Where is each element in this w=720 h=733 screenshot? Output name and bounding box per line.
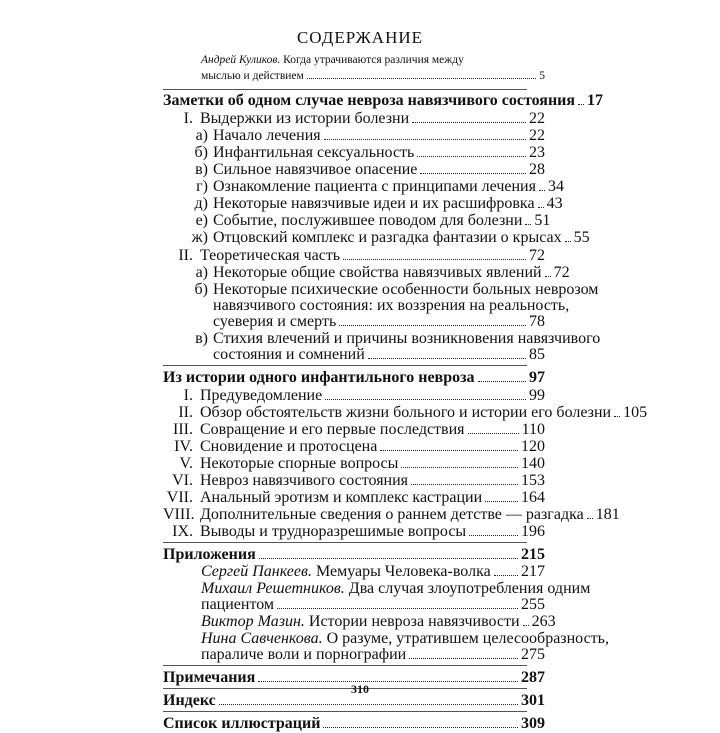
- entry-page: 51: [534, 212, 551, 229]
- entry-title: Ознакомление пациента с принципами лечения: [213, 178, 536, 195]
- dot-leader: [539, 190, 545, 191]
- entry-page: 217: [521, 563, 545, 580]
- entry-title: Некоторые спорные вопросы: [200, 455, 399, 472]
- toc-entry: [213, 346, 545, 364]
- dot-leader: [420, 173, 526, 174]
- dot-leader: [478, 381, 526, 382]
- entry-title-line1: Два случая злоупотребления одним: [344, 580, 591, 597]
- entry-title: Мемуары Человека-волка: [311, 563, 491, 580]
- entry-title: Предуведомление: [200, 387, 323, 404]
- entry-title: Начало лечения: [213, 127, 321, 144]
- entry-label: [201, 613, 520, 631]
- dot-leader: [401, 467, 518, 468]
- entry-page: 85: [529, 346, 545, 363]
- page-heading: СОДЕРЖАНИЕ: [296, 28, 424, 47]
- entry-number: б): [194, 281, 208, 298]
- toc-entry: [200, 247, 545, 265]
- entry-number: ж): [191, 229, 208, 246]
- entry-line: [201, 54, 464, 66]
- dot-leader: [469, 535, 518, 536]
- entry-number: г): [196, 178, 208, 195]
- dot-leader: [409, 658, 518, 659]
- toc-entry: [200, 438, 545, 456]
- dot-leader: [325, 399, 526, 400]
- dot-leader: [468, 433, 519, 434]
- entry-page: 120: [521, 438, 545, 455]
- toc-entry-pankeev: [201, 563, 545, 581]
- entry-title: Примечания: [163, 669, 256, 686]
- entry-line-lead: [201, 70, 545, 82]
- toc-section-rat-man: [163, 92, 604, 110]
- entry-page: 153: [521, 472, 545, 489]
- entry-title-line1: Стихия влечений и причины возникновения навязчивого: [213, 330, 601, 347]
- entry-page: 263: [531, 613, 556, 630]
- entry-title: Сновидение и протосцена: [200, 438, 378, 455]
- entry-author: Нина Савченкова.: [201, 630, 323, 647]
- entry-number: VII.: [166, 489, 193, 506]
- entry-number: в): [195, 161, 208, 178]
- dot-leader: [323, 727, 518, 728]
- entry-page: 105: [623, 404, 648, 421]
- entry-title: Невроз навязчивого состояния: [200, 472, 409, 489]
- dot-leader: [565, 241, 571, 242]
- toc-entry: [200, 523, 545, 541]
- toc-entry: [200, 404, 648, 422]
- entry-title-line3: суеверия и смерть: [213, 313, 337, 330]
- dot-leader: [578, 104, 584, 105]
- toc-entry: [200, 455, 545, 473]
- entry-number: II.: [178, 247, 193, 264]
- toc-entry-mazin: [201, 613, 556, 631]
- entry-page: 78: [529, 313, 545, 330]
- dot-leader: [380, 450, 518, 451]
- entry-title: Заметки об одном случае невроза навязчивого состояния: [163, 92, 576, 109]
- entry-number: III.: [173, 421, 193, 438]
- entry-page: 164: [521, 489, 545, 506]
- entry-title-line1: Некоторые психические особенности больных неврозом: [213, 281, 599, 298]
- toc-entry: [200, 506, 620, 524]
- dot-leader: [545, 276, 551, 277]
- entry-page: 43: [546, 195, 563, 212]
- dot-leader: [219, 704, 518, 705]
- entry-author: Сергей Панкеев.: [201, 563, 312, 580]
- entry-number: V.: [179, 455, 193, 472]
- entry-page: 17: [587, 92, 604, 109]
- toc-entry: [200, 489, 545, 507]
- toc-entry: [213, 229, 590, 247]
- entry-page: 22: [529, 110, 545, 127]
- toc-entry: [213, 195, 563, 213]
- entry-number: VIII.: [163, 506, 195, 523]
- entry-title-line2: пациентом: [201, 596, 275, 613]
- entry-title: Сильное навязчивое опасение: [213, 161, 418, 178]
- entry-page: 28: [529, 161, 545, 178]
- dot-leader: [307, 78, 536, 79]
- dot-leader: [412, 122, 526, 123]
- entry-author: Михаил Решетников.: [201, 580, 345, 597]
- dot-leader: [538, 207, 544, 208]
- entry-title: Дополнительные сведения о раннем детстве — разгадка: [200, 506, 584, 523]
- toc-entry: [213, 127, 545, 145]
- dot-leader: [343, 259, 526, 260]
- entry-page: 309: [521, 715, 545, 732]
- entry-title: Индекс: [163, 692, 216, 709]
- toc-entry: [213, 264, 570, 282]
- toc-entry: [213, 161, 545, 179]
- entry-page: 5: [539, 70, 545, 82]
- toc-entry: [200, 472, 545, 490]
- entry-page: 99: [529, 387, 545, 404]
- entry-page: 72: [529, 247, 545, 264]
- toc-section-illustrations: [163, 715, 545, 733]
- entry-number: IV.: [174, 438, 193, 455]
- entry-title: Отцовский комплекс и разгадка фантазии о крысах: [213, 229, 562, 246]
- entry-title: Совращение и его первые последствия: [200, 421, 465, 438]
- entry-page: 181: [595, 506, 620, 523]
- entry-title: Выдержки из истории болезни: [200, 110, 410, 127]
- entry-number: а): [195, 127, 208, 144]
- entry-page: 55: [573, 229, 590, 246]
- dot-leader: [587, 518, 593, 519]
- entry-line-lead: [201, 646, 545, 664]
- entry-page: 23: [529, 144, 545, 161]
- entry-title-line2: состояния и сомнений: [213, 346, 365, 363]
- toc-entry: [213, 212, 551, 230]
- entry-number: б): [194, 144, 208, 161]
- entry-title-line2: навязчивого состояния: их воззрения на реальность,: [213, 297, 570, 314]
- entry-title: Выводы и трудноразрешимые вопросы: [200, 523, 467, 540]
- entry-title: Приложения: [163, 546, 256, 563]
- entry-title: Некоторые общие свойства навязчивых явлений: [213, 264, 542, 281]
- entry-number: I.: [183, 110, 193, 127]
- entry-page: 97: [529, 369, 545, 386]
- dot-leader: [417, 156, 526, 157]
- entry-page: 301: [521, 692, 545, 709]
- dot-leader: [523, 625, 529, 626]
- toc-entry: [200, 421, 545, 439]
- toc-section-wolf-man: [163, 369, 545, 387]
- section-separator: [163, 542, 527, 543]
- entry-title: Обзор обстоятельств жизни больного и истории его болезни: [200, 404, 612, 421]
- entry-line-lead: [201, 596, 545, 614]
- entry-page: 196: [521, 523, 545, 540]
- dot-leader: [277, 608, 518, 609]
- entry-number: VI.: [172, 472, 193, 489]
- entry-page: 275: [521, 646, 545, 663]
- toc-entry: [200, 110, 545, 128]
- entry-page: 34: [547, 178, 564, 195]
- page-number: 310: [351, 682, 369, 696]
- entry-number: а): [195, 264, 208, 281]
- toc-entry: [200, 387, 545, 405]
- entry-title: Анальный эротизм и комплекс кастрации: [200, 489, 483, 506]
- entry-number: I.: [183, 387, 193, 404]
- entry-number: д): [194, 195, 208, 212]
- toc-entry: [213, 178, 564, 196]
- entry-title: Из истории одного инфантильного невроза: [163, 369, 475, 386]
- section-separator: [163, 665, 527, 666]
- entry-title: Некоторые навязчивые идеи и их расшифровка: [213, 195, 535, 212]
- entry-title-line2: мыслью и действием: [201, 70, 304, 82]
- entry-title-line2: параличе воли и порнографии: [201, 646, 407, 663]
- dot-leader: [324, 139, 526, 140]
- entry-title: Теоретическая часть: [200, 247, 341, 264]
- toc-entry: [213, 313, 545, 331]
- entry-page: 110: [521, 421, 545, 438]
- entry-page: 140: [521, 455, 545, 472]
- entry-page: 215: [521, 546, 545, 563]
- entry-title: Инфантильная сексуальность: [213, 144, 415, 161]
- dot-leader: [368, 358, 526, 359]
- entry-title: Список иллюстраций: [163, 715, 321, 732]
- dot-leader: [525, 224, 531, 225]
- entry-page: 287: [521, 669, 545, 686]
- entry-title-line1: Когда утрачиваются различия между: [280, 54, 464, 66]
- entry-author: Андрей Куликов.: [201, 54, 281, 66]
- entry-number: в): [195, 330, 208, 347]
- entry-author: Виктор Мазин.: [201, 613, 305, 630]
- section-separator: [163, 89, 527, 90]
- section-separator: [163, 365, 527, 366]
- entry-number: е): [195, 212, 208, 229]
- section-separator: [163, 711, 527, 712]
- entry-title-line1: О разуме, утратившем целесообразность,: [322, 630, 609, 647]
- entry-title: Событие, послужившее поводом для болезни: [213, 212, 523, 229]
- entry-number: II.: [178, 404, 193, 421]
- toc-entry: [213, 144, 545, 162]
- entry-page: 22: [529, 127, 545, 144]
- toc-section-appendices: [163, 546, 545, 564]
- dot-leader: [411, 484, 518, 485]
- entry-label: [201, 563, 491, 581]
- dot-leader: [614, 416, 620, 417]
- entry-page: 255: [521, 596, 545, 613]
- dot-leader: [259, 558, 518, 559]
- entry-title: Истории невроза навязчивости: [304, 613, 520, 630]
- dot-leader: [494, 575, 518, 576]
- entry-page: 72: [553, 264, 570, 281]
- dot-leader: [339, 325, 526, 326]
- entry-number: IX.: [172, 523, 193, 540]
- dot-leader: [485, 501, 518, 502]
